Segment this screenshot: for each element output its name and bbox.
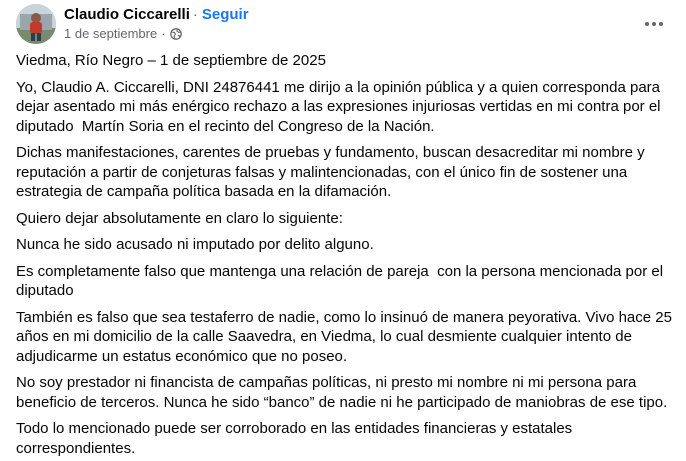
post-header — [16, 4, 676, 44]
author-line — [64, 6, 249, 24]
more-options-button[interactable] — [640, 12, 668, 36]
post-paragraph: Nunca he sido acusado ni imputado por delito alguno. — [16, 236, 374, 253]
post-paragraph: Dichas manifestaciones, carentes de pruebas y fundamento, buscan desacreditar mi nombre y reputación a partir de conjeturas falsas y malintencionadas, con el único fin de sostener una estrategia de campaña política basada en la difamación. — [16, 144, 649, 200]
post-date-link[interactable]: 1 de septiembre — [64, 26, 158, 41]
meta-separator: · — [161, 26, 166, 41]
post-paragraph-dateline: Viedma, Río Negro – 1 de septiembre de 2025 — [16, 52, 326, 69]
globe-icon — [170, 28, 182, 40]
author-name-link[interactable]: Claudio Ciccarelli — [64, 6, 190, 23]
post-paragraph: No soy prestador ni financista de campañas políticas, ni presto mi nombre ni mi persona para beneficio de terceros. Nunca he sido “banco” de nadie ni he participado de maniobras de ese tipo. — [16, 374, 668, 411]
more-horizontal-icon — [644, 21, 664, 27]
author-separator: · — [192, 6, 198, 23]
post-paragraph: También es falso que sea testaferro de nadie, como lo insinuó de manera peyorativa. Vivo hace 25 años en mi domicilio de la calle Saavedra, en Viedma, lo cual desmiente cualquier intento de adjudicarme un estatus económico que no poseo. — [16, 308, 677, 365]
avatar-photo — [16, 4, 56, 44]
post-paragraph: Quiero dejar absolutamente en claro lo siguiente: — [16, 209, 343, 227]
post-body — [16, 51, 677, 461]
post-meta — [64, 26, 182, 42]
follow-button[interactable]: Seguir — [201, 6, 249, 23]
post-paragraph: Todo lo mencionado puede ser corroborado en las entidades financieras y estatales correspondientes. — [16, 420, 577, 457]
avatar[interactable] — [16, 4, 56, 44]
post-paragraph: Es completamente falso que mantenga una relación de pareja con la persona mencionada por el diputado — [16, 262, 668, 299]
post-paragraph: Yo, Claudio A. Ciccarelli, DNI 24876441 me dirijo a la opinión pública y a quien corresponda para dejar asentado mi más enérgico rechazo a las expresiones injuriosas vertidas en mi contra por el diputado Martín Soria en el recinto del Congreso de la Nación. — [16, 78, 665, 135]
